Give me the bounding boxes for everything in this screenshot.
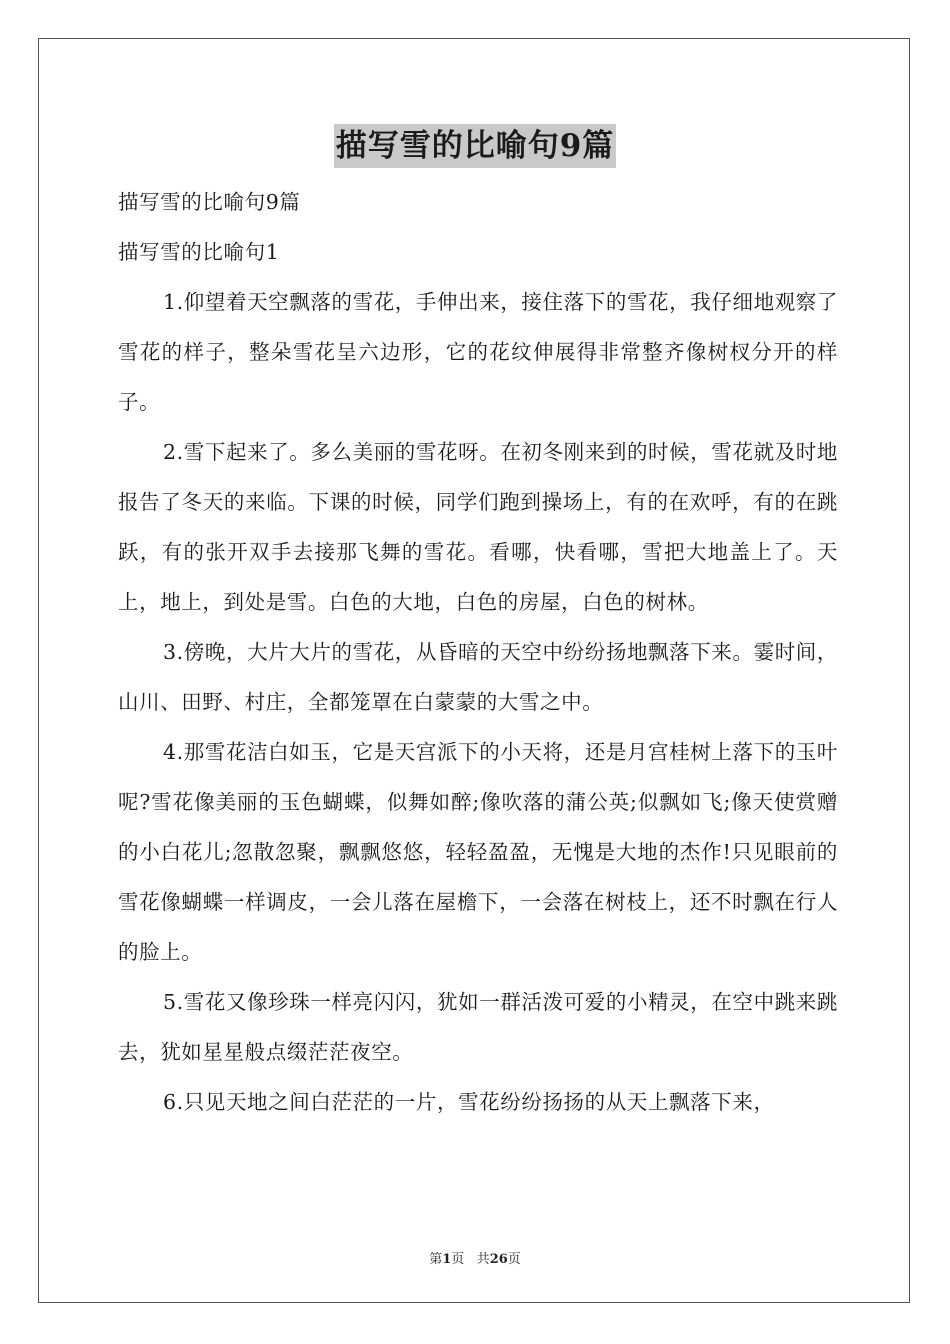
document-body (118, 177, 838, 1127)
footer-page-current: 1 (442, 1252, 452, 1267)
section-heading: 描写雪的比喻句1 (118, 240, 280, 264)
paragraph-3: 3.傍晚，大片大片的雪花，从昏暗的天空中纷纷扬地飘落下来。霎时间，山川、田野、村庄，全都笼罩在白蒙蒙的大雪之中。 (118, 640, 838, 714)
paragraph-1: 1.仰望着天空飘落的雪花，手伸出来，接住落下的雪花，我仔细地观察了雪花的样子，整朵雪花呈六边形，它的花纹伸展得非常整齐像树杈分开的样子。 (118, 290, 838, 414)
paragraph-2: 2.雪下起来了。多么美丽的雪花呀。在初冬刚来到的时候，雪花就及时地报告了冬天的来临。下课的时候，同学们跑到操场上，有的在欢呼，有的在跳跃，有的张开双手去接那飞舞的雪花。看哪，快看哪，雪把大地盖上了。天上，地上，到处是雪。白色的大地，白色的房屋，白色的树林。 (118, 440, 838, 614)
footer-page-total: 26 (489, 1252, 508, 1267)
page-footer (0, 1248, 950, 1267)
paragraph-6: 6.只见天地之间白茫茫的一片，雪花纷纷扬扬的从天上飘落下来， (163, 1090, 775, 1114)
footer-page-prefix: 第 (429, 1252, 443, 1267)
footer-total-suffix: 页 (507, 1252, 521, 1267)
footer-page-label: 页 (451, 1252, 465, 1267)
paragraph-5: 5.雪花又像珍珠一样亮闪闪，犹如一群活泼可爱的小精灵，在空中跳来跳去，犹如星星般点缀茫茫夜空。 (118, 990, 838, 1064)
title-container (0, 124, 950, 168)
paragraph-4: 4.那雪花洁白如玉，它是天宫派下的小天将，还是月宫桂树上落下的玉叶呢?雪花像美丽的玉色蝴蝶，似舞如醉;像吹落的蒲公英;似飘如飞;像天使赏赠的小白花儿;忽散忽聚，飘飘悠悠，轻轻盈盈，无愧是大地的杰作!只见眼前的雪花像蝴蝶一样调皮，一会儿落在屋檐下，一会落在树枝上，还不时飘在行人的脸上。 (118, 740, 838, 964)
document-subtitle: 描写雪的比喻句9篇 (118, 190, 301, 214)
document-title: 描写雪的比喻句9篇 (334, 124, 617, 168)
footer-total-prefix: 共 (476, 1252, 490, 1267)
